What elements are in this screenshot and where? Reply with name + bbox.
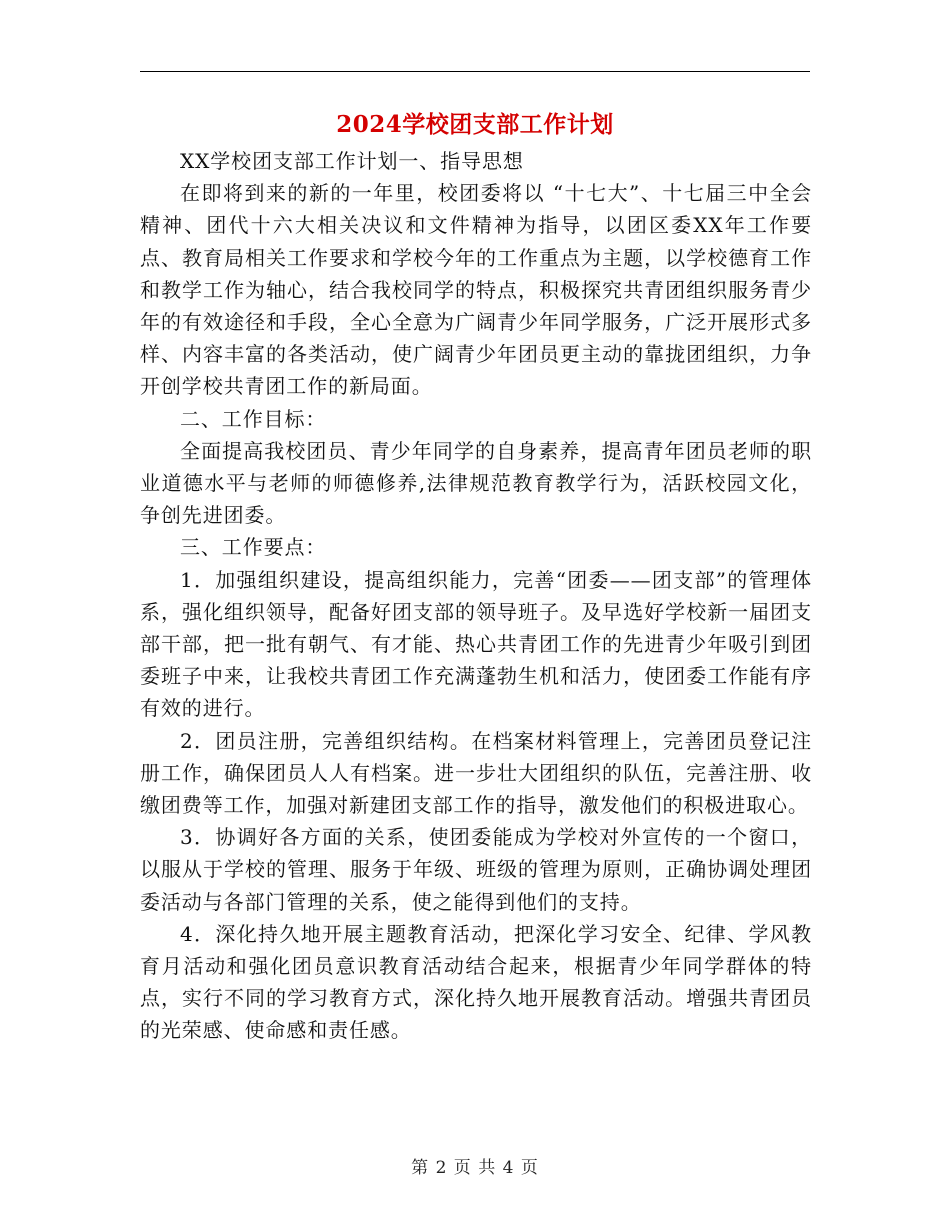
page-footer xyxy=(0,1153,950,1178)
paragraph-point-2: 2．团员注册，完善组织结构。在档案材料管理上，完善团员登记注册工作，确保团员人人有档案。进一步壮大团组织的队伍，完善注册、收缴团费等工作，加强对新建团支部工作的指导，激发他们的积极进取心。 xyxy=(140,728,812,818)
document-body xyxy=(140,145,812,1047)
section-heading-goals: 二、工作目标： xyxy=(180,406,327,431)
header-rule xyxy=(140,71,810,72)
paragraph-point-1: 1．加强组织建设，提高组织能力，完善“团委——团支部”的管理体系，强化组织领导，配备好团支部的领导班子。及早选好学校新一届团支部干部，把一批有朝气、有才能、热心共青团工作的先进青少年吸引到团委班子中来，让我校共青团工作充满蓬勃生机和活力，使团委工作能有序有效的进行。 xyxy=(140,567,812,721)
paragraph-guiding-ideology: 在即将到来的新的一年里，校团委将以 “十七大”、十七届三中全会精神、团代十六大相关决议和文件精神为指导，以团区委XX年工作要点、教育局相关工作要求和学校今年的工作重点为主题，以学校德育工作和教学工作为轴心，结合我校同学的特点，积极探究共青团组织服务青少年的有效途径和手段，全心全意为广阔青少年同学服务，广泛开展形式多样、内容丰富的各类活动，使广阔青少年团员更主动的靠拢团组织，力争开创学校共青团工作的新局面。 xyxy=(140,181,812,399)
page-number-label: 第 2 页 共 4 页 xyxy=(411,1158,539,1178)
document-title: 2024学校团支部工作计划 xyxy=(336,111,614,138)
paragraph-point-3: 3．协调好各方面的关系，使团委能成为学校对外宣传的一个窗口，以服从于学校的管理、服务于年级、班级的管理为原则，正确协调处理团委活动与各部门管理的关系，使之能得到他们的支持。 xyxy=(140,825,812,914)
paragraph-point-4: 4．深化持久地开展主题教育活动，把深化学习安全、纪律、学风教育月活动和强化团员意识教育活动结合起来，根据青少年同学群体的特点，实行不同的学习教育方式，深化持久地开展教育活动。增强共青团员的光荣感、使命感和责任感。 xyxy=(140,921,812,1043)
paragraph-intro-heading: XX学校团支部工作计划一、指导思想 xyxy=(180,149,524,173)
section-heading-key-points: 三、工作要点： xyxy=(180,535,327,560)
paragraph-goals: 全面提高我校团员、青少年同学的自身素养，提高青年团员老师的职业道德水平与老师的师德修养,法律规范教育教学行为，活跃校园文化，争创先进团委。 xyxy=(140,438,812,528)
